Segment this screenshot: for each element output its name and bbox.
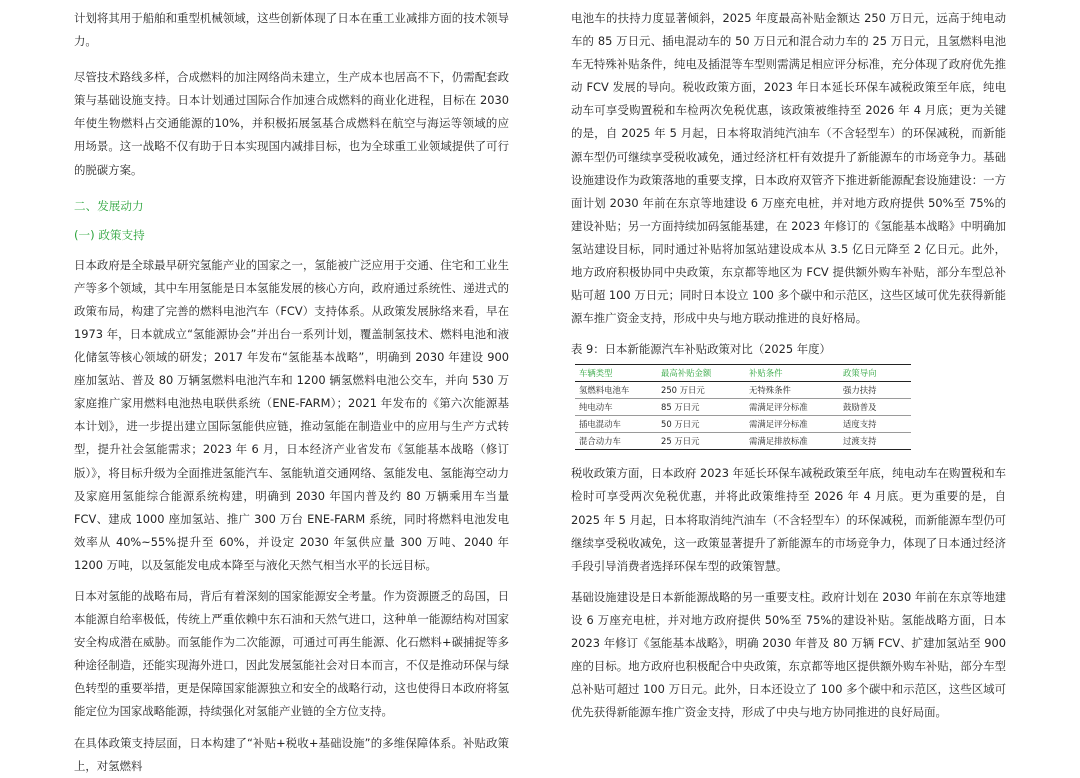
subsidy-table xyxy=(575,364,911,450)
table-cell: 无特殊条件 xyxy=(745,382,839,399)
table-cell: 插电混动车 xyxy=(575,416,657,433)
table-cell: 需满足评分标准 xyxy=(745,399,839,416)
paragraph: 在具体政策支持层面，日本构建了“补贴+税收+基础设施”的多维保障体系。补贴政策上，对氢燃料 xyxy=(74,735,509,773)
table-header-cell: 政策导向 xyxy=(839,365,911,382)
left-column xyxy=(74,7,509,778)
subsection-heading: (一) 政策支持 xyxy=(74,227,145,242)
paragraph: 计划将其用于船舶和重型机械领域，这些创新体现了日本在重工业减排方面的技术领导力。 xyxy=(74,11,509,49)
table-cell: 85 万日元 xyxy=(657,399,745,416)
paragraph: 日本政府是全球最早研究氢能产业的国家之一，氢能被广泛应用于交通、住宅和工业生产等多个领域，其中车用氢能是日本氢能发展的核心方向，政府通过系统性、递进式的政策布局，构建了完善的燃料电池汽车（FCV）支持体系。从政策发展脉络来看，早在 1973 年，日本就成立“氢能源协会”并出台一系列计划，覆盖制氢技术、燃料电池和液化储氢等核心领域的研发；2017 年发布“氢能基本战略”，明确到 2030 年建设 900 座加氢站、普及 80 万辆氢燃料电池汽车和 1200 辆氢燃料电池公交车，并向 530 万家庭推广家用燃料电池热电联供系统（ENE-FARM）；2021 年发布的《第六次能源基本计划》，进一步提出建立国际氢能供应链，推动氢能在制造业中的应用与生产方式转型，提升社会氢能需求；2023 年 6 月，日本经济产业省发布《氢能基本战略（修订版）》，将目标升级为全面推进氢能汽车、氢能轨道交通网络、氢能发电、氢能海空动力及家庭用氢能综合能源系统构建，明确到 2030 年国内普及约 80 万辆乘用车当量 FCV、建成 1000 座加氢站、推广 300 万台 ENE-FARM 系统，同时将燃料电池发电效率从 40%~55%提升至 60%，并设定 2030 年氢供应量 300 万吨、2040 年 1200 万吨，以及氢能发电成本降至与液化天然气相当水平的长远目标。 xyxy=(74,257,509,572)
paragraph: 日本对氢能的战略布局，背后有着深刻的国家能源安全考量。作为资源匮乏的岛国，日本能源自给率极低，传统上严重依赖中东石油和天然气进口，这种单一能源结构对国家安全构成潜在威胁。而氢能作为二次能源，可通过可再生能源、化石燃料+碳捕捉等多种途径制造，还能实现海外进口，因此发展氢能社会对日本而言，不仅是推动环保与绿色转型的重要举措，更是保障国家能源独立和安全的战略行动，这也使得日本政府将氢能定位为国家战略能源，持续强化对氢能产业链的全方位支持。 xyxy=(74,588,509,719)
table-header-row xyxy=(575,365,911,382)
table-header-cell: 车辆类型 xyxy=(575,365,657,382)
table-cell: 混合动力车 xyxy=(575,433,657,450)
table-header-cell: 最高补贴金额 xyxy=(657,365,745,382)
table-cell: 氢燃料电池车 xyxy=(575,382,657,399)
table-row xyxy=(575,399,911,416)
right-column xyxy=(571,7,1006,724)
table-row xyxy=(575,416,911,433)
table-cell: 25 万日元 xyxy=(657,433,745,450)
table-header-cell: 补贴条件 xyxy=(745,365,839,382)
table-cell: 强力扶持 xyxy=(839,382,911,399)
table-cell: 需满足评分标准 xyxy=(745,416,839,433)
table-cell: 50 万日元 xyxy=(657,416,745,433)
table-cell: 适度支持 xyxy=(839,416,911,433)
table-row xyxy=(575,382,911,399)
paragraph: 电池车的扶持力度显著倾斜，2025 年度最高补贴金额达 250 万日元，远高于纯电动车的 85 万日元、插电混动车的 50 万日元和混合动力车的 25 万日元，且氢燃料电池车无特殊补贴条件，纯电及插混等车型则需满足相应评分标准，充分体现了政府优先推动 FCV 发展的导向。税收政策方面，2023 年日本延长环保车减税政策至年底，纯电动车可享受购置税和车检两次免税优惠，该政策被维持至 2026 年 4 月底；更为关键的是，自 2025 年 5 月起，日本将取消纯汽油车（不含轻型车）的环保减税，而新能源车型仍可继续享受税收减免，通过经济杠杆有效提升了新能源车的市场竞争力。基础设施建设作为政策落地的重要支撑，日本政府双管齐下推进新能源配套设施建设：一方面计划 2030 年前在东京等地建设 6 万座充电桩，并对地方政府提供 50%至 75%的建设补贴；另一方面持续加码氢能基建，在 2023 年修订的《氢能基本战略》中明确加氢站建设目标，同时通过补贴将加氢站建设成本从 3.5 亿日元降至 2 亿日元。此外，地方政府积极协同中央政策，东京都等地区为 FCV 提供额外购车补贴，部分车型总补贴可超 100 万日元；同时日本设立 100 多个碳中和示范区，这些区域可优先获得新能源车推广资金支持，形成中央与地方联动推进的良好格局。 xyxy=(571,11,1006,326)
table-cell: 过渡支持 xyxy=(839,433,911,450)
paragraph: 基础设施建设是日本新能源战略的另一重要支柱。政府计划在 2030 年前在东京等地建设 6 万座充电桩，并对地方政府提供 50%至 75%的建设补贴。氢能战略方面，日本 2023 年修订《氢能基本战略》，明确 2030 年普及 80 万辆 FCV、扩建加氢站至 900 座的目标。地方政府也积极配合中央政策，东京都等地区提供额外购车补贴，部分车型总补贴可超过 100 万日元。此外，日本还设立了 100 多个碳中和示范区，这些区域可优先获得新能源车推广资金支持，形成了中央与地方协同推进的良好局面。 xyxy=(571,589,1006,720)
table-cell: 需满足排放标准 xyxy=(745,433,839,450)
table-cell: 纯电动车 xyxy=(575,399,657,416)
table-cell: 250 万日元 xyxy=(657,382,745,399)
table-row xyxy=(575,433,911,450)
paragraph: 税收政策方面，日本政府 2023 年延长环保车减税政策至年底，纯电动车在购置税和车检时可享受两次免税优惠，并将此政策维持至 2026 年 4 月底。更为重要的是，自 2025 年 5 月起，日本将取消纯汽油车（不含轻型车）的环保减税，而新能源车型仍可继续享受税收减免，这一政策显著提升了新能源车的市场竞争力，体现了日本通过经济手段引导消费者选择环保车型的政策智慧。 xyxy=(571,466,1006,573)
table-cell: 鼓励普及 xyxy=(839,399,911,416)
section-heading: 二、发展动力 xyxy=(74,198,144,213)
table-caption: 表 9：日本新能源汽车补贴政策对比（2025 年度） xyxy=(571,342,831,357)
paragraph: 尽管技术路线多样，合成燃料的加注网络尚未建立，生产成本也居高不下，仍需配套政策与基础设施支持。日本计划通过国际合作加速合成燃料的商业化进程，目标在 2030 年使生物燃料占交通能源的10%，并积极拓展氢基合成燃料在航空与海运等领域的应用场景。这一战略不仅有助于日本实现国内减排目标，也为全球重工业领域提供了可行的脱碳方案。 xyxy=(74,70,509,177)
